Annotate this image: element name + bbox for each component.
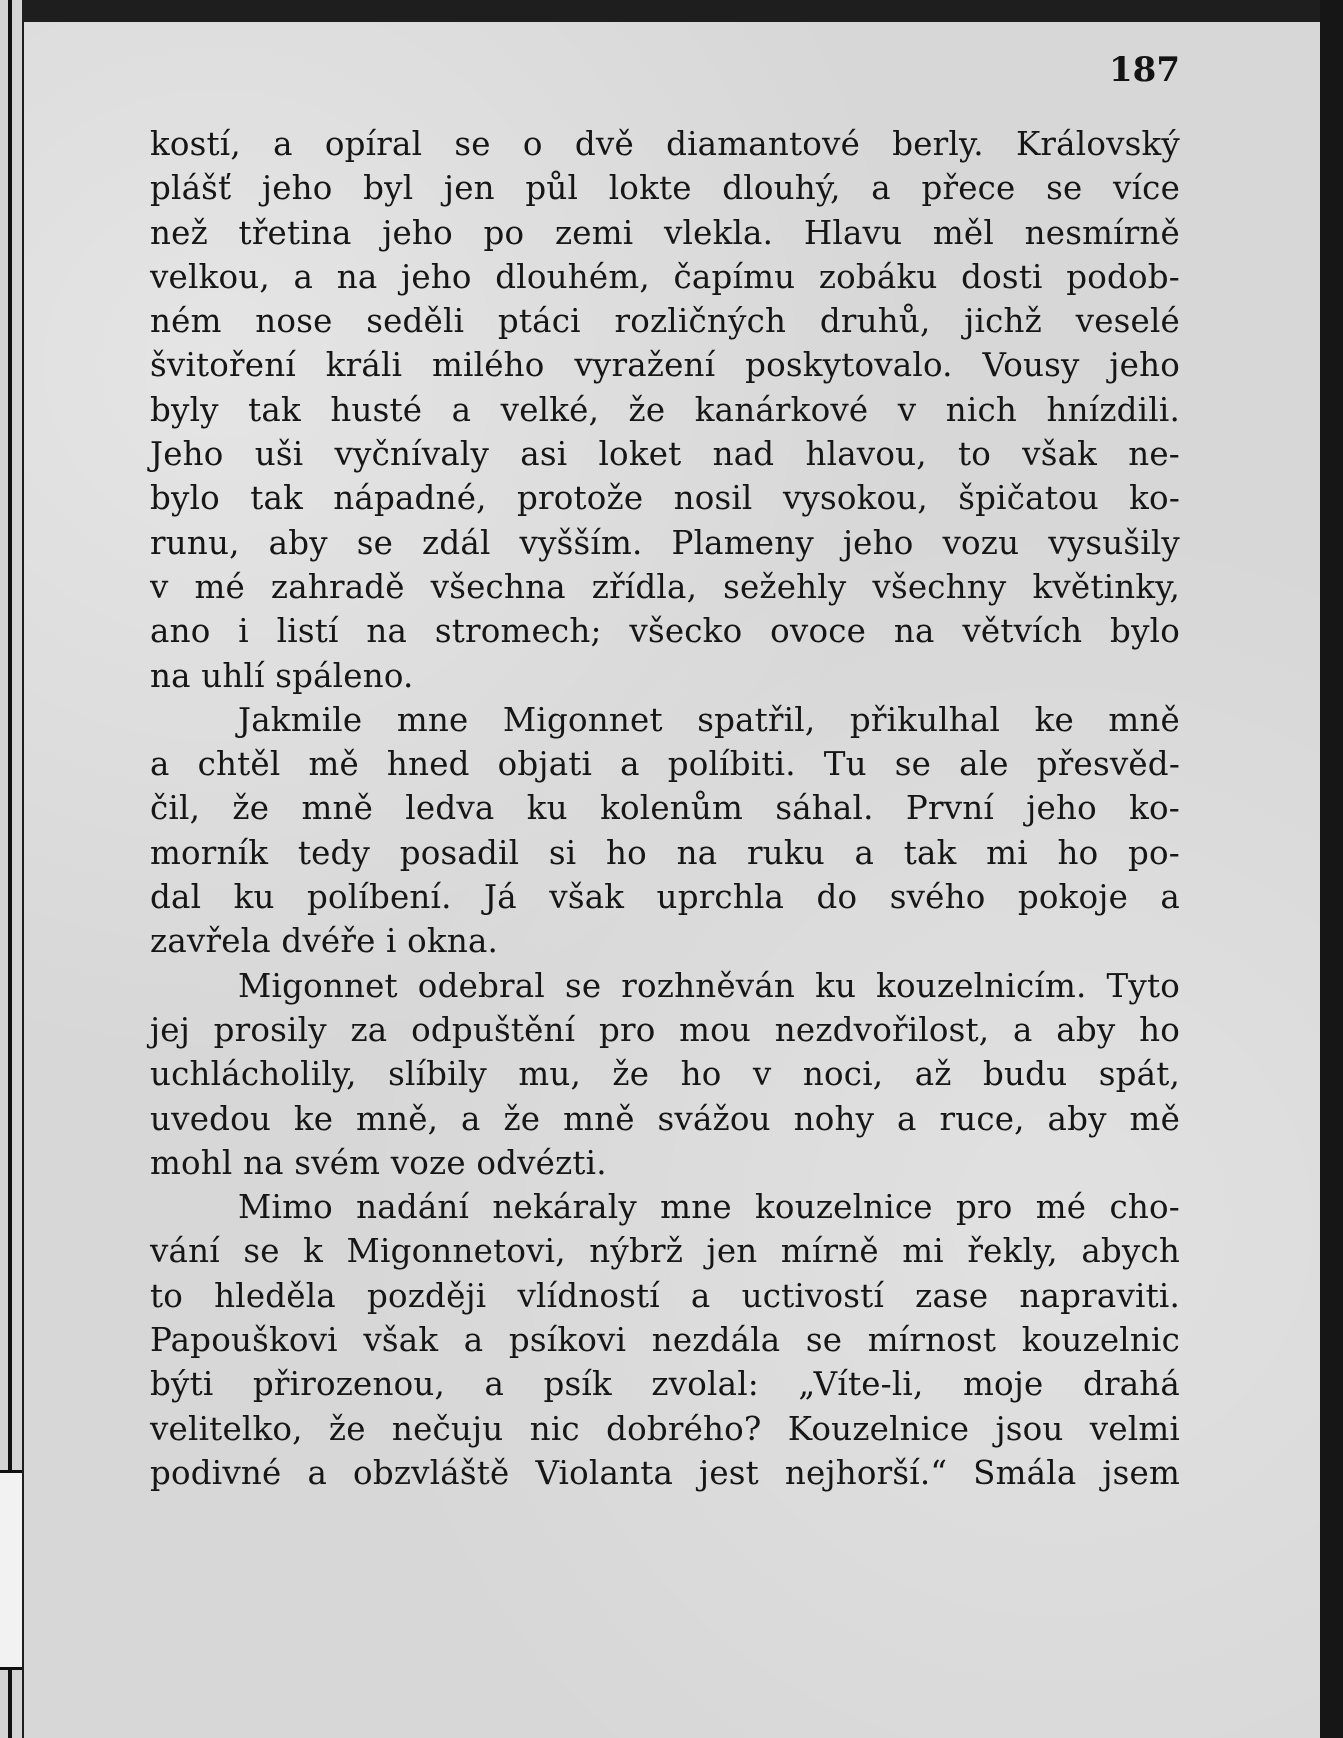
text-line: Migonnet odebral se rozhněván ku kouzelnicím. Tyto — [238, 966, 1180, 1005]
text-line: býti přirozenou, a psík zvolal: „Víte-li, moje drahá — [150, 1365, 1180, 1404]
text-line: než třetina jeho po zemi vlekla. Hlavu měl nesmírně — [150, 213, 1180, 252]
text-line: švitoření králi milého vyražení poskytovalo. Vousy jeho — [150, 346, 1180, 385]
page-number: 187 — [1109, 50, 1180, 90]
left-binding-strip — [0, 0, 22, 1738]
text-line: plášť jeho byl jen půl lokte dlouhý, a přece se více — [150, 169, 1180, 208]
text-line: velkou, a na jeho dlouhém, čapímu zobáku dosti podob- — [150, 257, 1180, 296]
body-text — [150, 122, 1180, 1495]
text-line: runu, aby se zdál vyšším. Plameny jeho vozu vysušily — [150, 523, 1180, 562]
binding-notch — [0, 1470, 22, 1670]
text-line: mohl na svém voze odvézti. — [150, 1143, 607, 1182]
text-line: zavřela dvéře i okna. — [150, 922, 499, 961]
text-line: Jakmile mne Migonnet spatřil, přikulhal ke mně — [238, 700, 1180, 739]
text-line: velitelko, že nečuju nic dobrého? Kouzelnice jsou velmi — [150, 1409, 1180, 1448]
text-line: uvedou ke mně, a že mně svážou nohy a ruce, aby mě — [150, 1099, 1180, 1138]
text-line: ném nose seděli ptáci rozličných druhů, jichž veselé — [150, 302, 1180, 341]
text-line: vání se k Migonnetovi, nýbrž jen mírně mi řekly, abych — [150, 1232, 1180, 1271]
text-line: morník tedy posadil si ho na ruku a tak mi ho po- — [150, 833, 1180, 872]
text-line: uchlácholily, slíbily mu, že ho v noci, až budu spát, — [150, 1055, 1180, 1094]
text-line: Mimo nadání nekáraly mne kouzelnice pro mé cho- — [238, 1188, 1180, 1227]
text-line: Papouškovi však a psíkovi nezdála se mírnost kouzelnic — [150, 1321, 1180, 1360]
text-line: to hleděla později vlídností a uctivostí zase napraviti. — [150, 1276, 1180, 1315]
right-page-edge — [1320, 0, 1343, 1738]
text-line: byly tak husté a velké, že kanárkové v nich hnízdili. — [150, 390, 1180, 429]
text-line: Jeho uši vyčnívaly asi loket nad hlavou, to však ne- — [150, 435, 1180, 474]
text-line: ano i listí na stromech; všecko ovoce na větvích bylo — [150, 612, 1180, 651]
text-line: čil, že mně ledva ku kolenům sáhal. První jeho ko- — [150, 789, 1180, 828]
text-line: podivné a obzvláště Violanta jest nejhorší.“ Smála jsem — [150, 1453, 1180, 1492]
text-line: kostí, a opíral se o dvě diamantové berly. Královský — [150, 125, 1180, 163]
text-line: a chtěl mě hned objati a políbiti. Tu se ale přesvěd- — [150, 745, 1180, 784]
text-line: dal ku políbení. Já však uprchla do svého pokoje a — [150, 878, 1180, 917]
text-line: bylo tak nápadné, protože nosil vysokou, špičatou ko- — [150, 479, 1180, 518]
text-line: v mé zahradě všechna zřídla, sežehly všechny květinky, — [150, 567, 1180, 606]
text-line: jej prosily za odpuštění pro mou nezdvořilost, a aby ho — [150, 1010, 1180, 1049]
text-line: na uhlí spáleno. — [150, 656, 414, 695]
